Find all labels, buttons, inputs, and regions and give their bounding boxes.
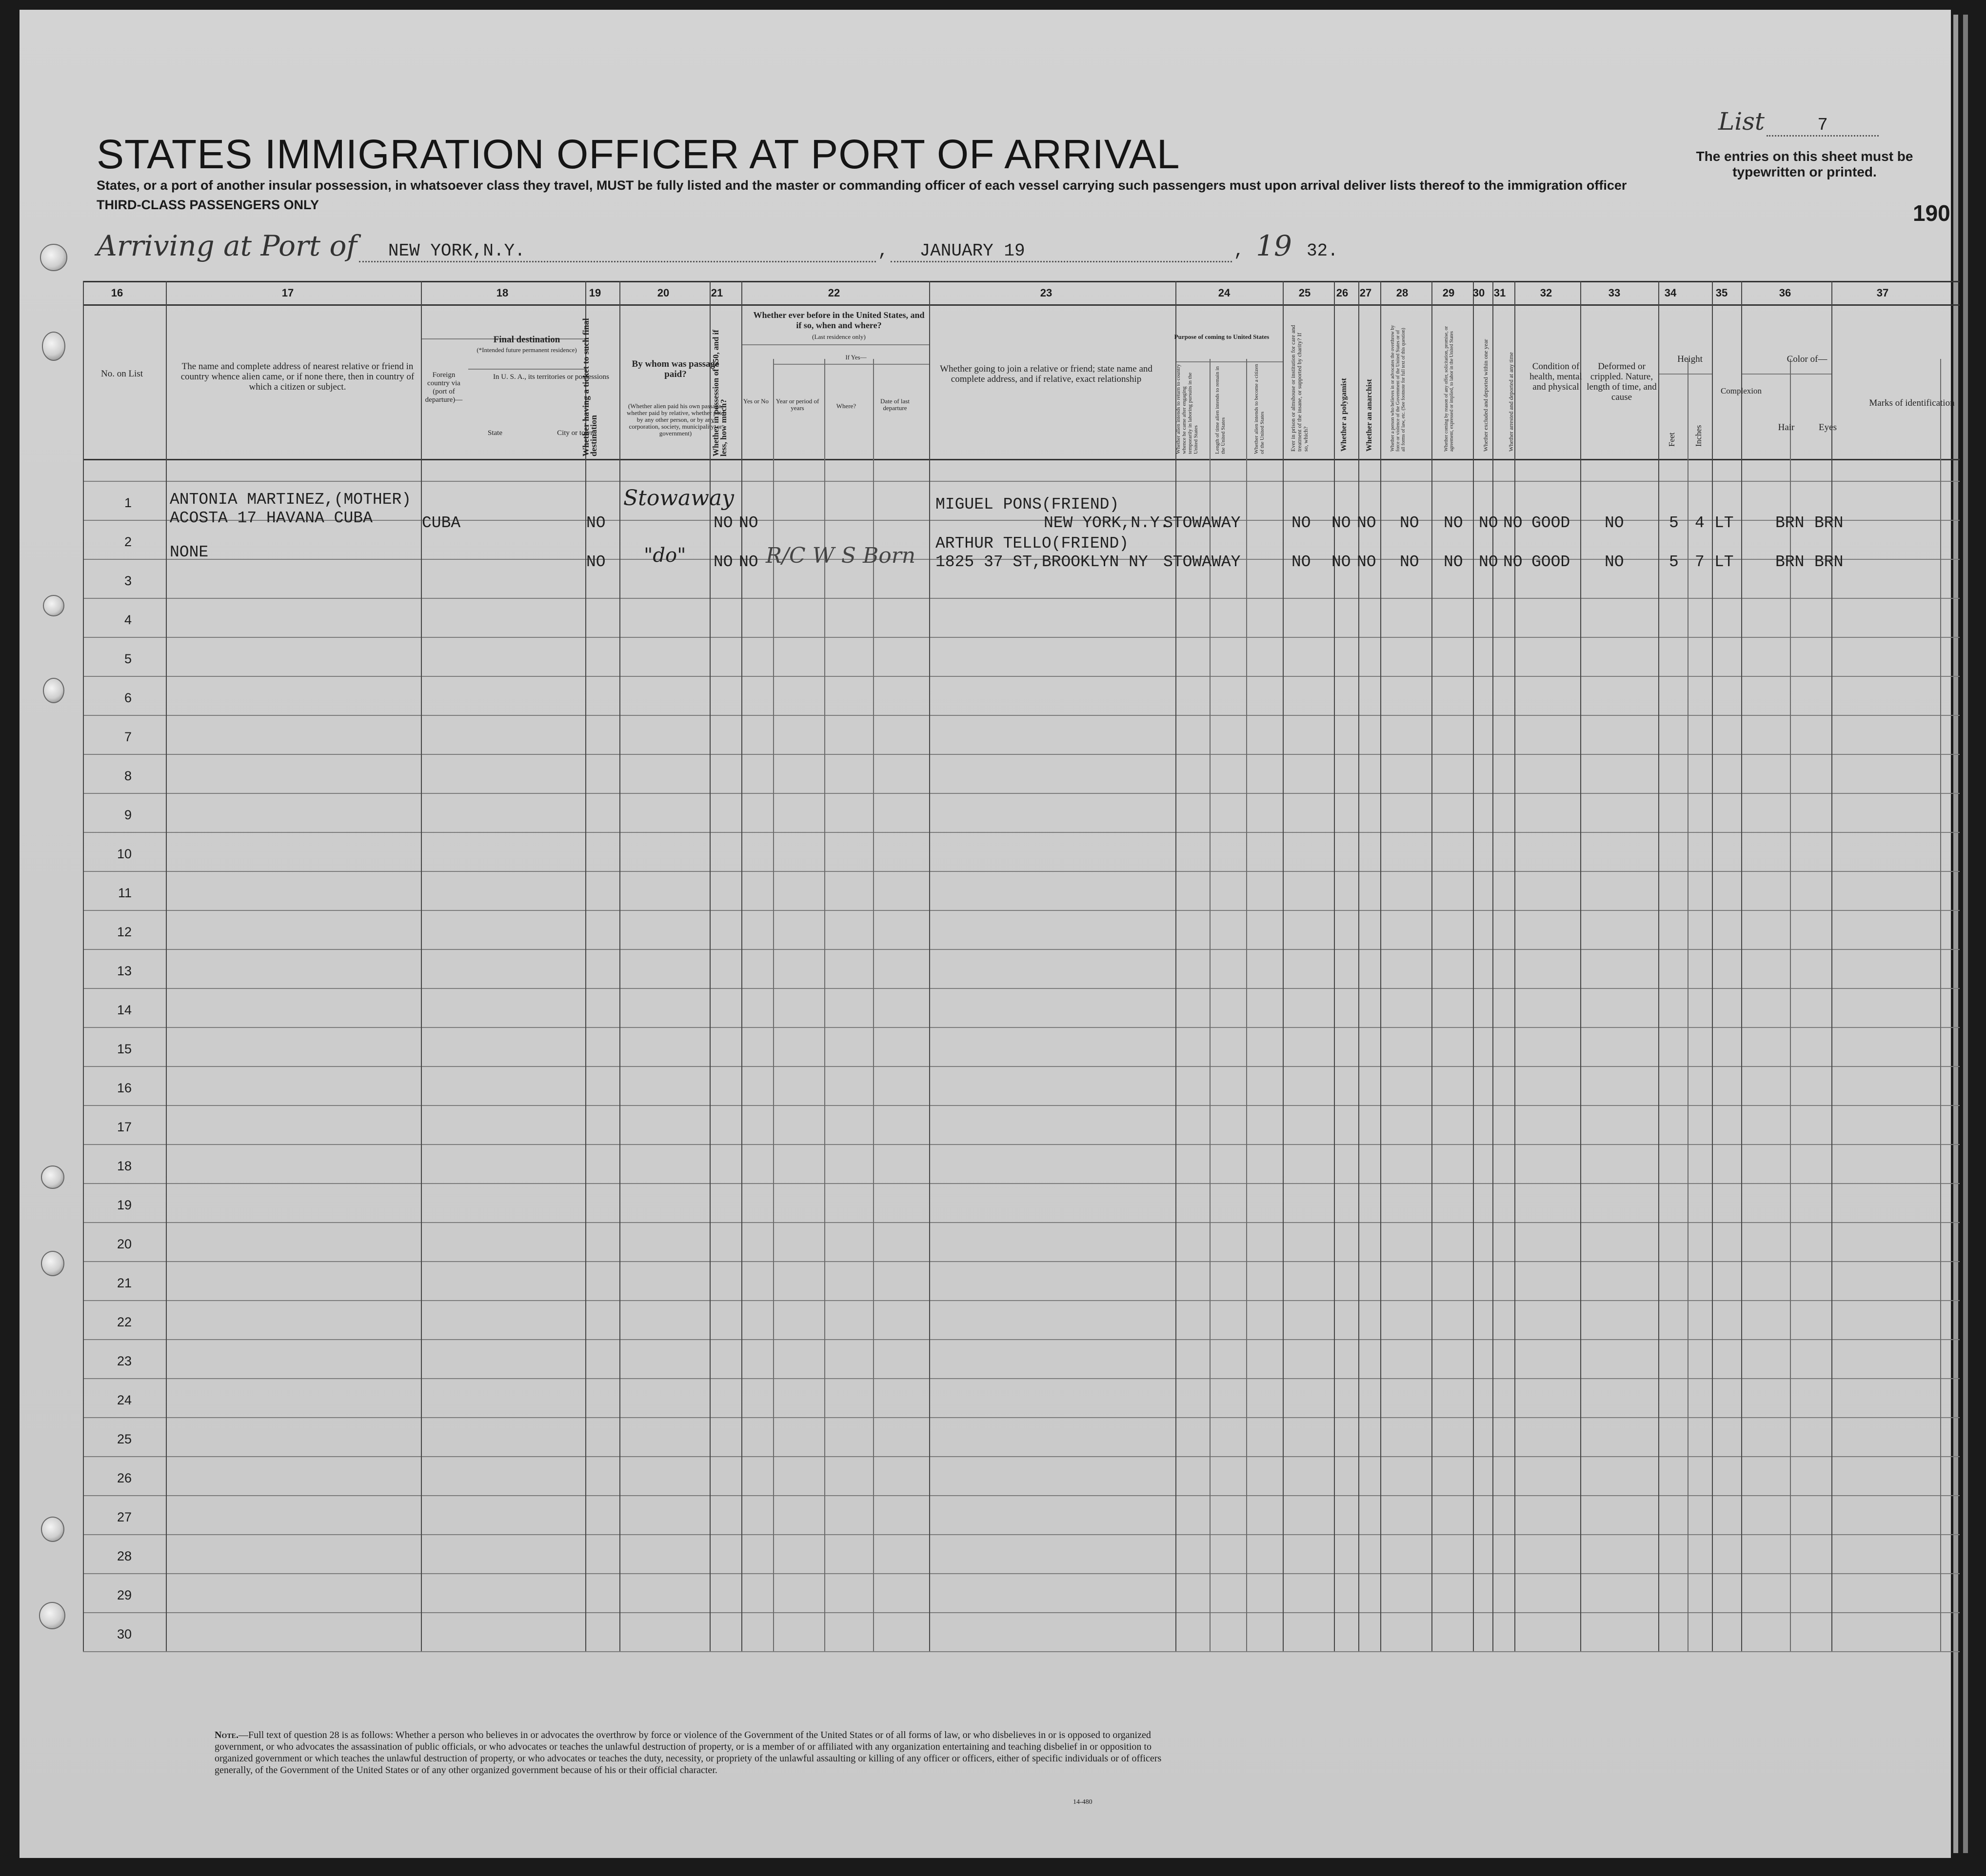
year-prefix: 19 (1256, 229, 1292, 262)
col22-where: Where? (836, 402, 856, 410)
col18-header: Final destination (493, 335, 560, 345)
column-number: 35 (1715, 287, 1728, 299)
row-rule (83, 1339, 1960, 1340)
row-number: 12 (117, 925, 132, 939)
col22-date: Date of last departure (880, 397, 910, 412)
list-label: List (1718, 107, 1765, 136)
column-rule (1658, 281, 1659, 1651)
col17-header: The name and complete address of nearest relative or friend in country whence alien came, or if none there, then in country of which a citizen or subject. (180, 361, 415, 392)
row-number: 28 (117, 1549, 132, 1563)
class-line: THIRD-CLASS PASSENGERS ONLY (97, 197, 319, 212)
row2-before-in-us: NO (739, 553, 758, 571)
column-rule (1431, 281, 1432, 1651)
column-number: 30 (1472, 287, 1485, 299)
col22-note: (Last residence only) (812, 333, 866, 340)
col24-b: Length of time alien intends to remain in the United States (1214, 366, 1226, 454)
stacked-page-edge (1963, 15, 1968, 1853)
column-rule (1473, 281, 1474, 1651)
row-number: 25 (117, 1432, 132, 1446)
row2-deformed: NO (1605, 553, 1624, 571)
column-number: 24 (1218, 287, 1231, 299)
column-rule (421, 281, 422, 1651)
row-number: 5 (124, 652, 132, 666)
row1-anarchist: NO (1357, 514, 1376, 532)
row-rule (83, 676, 1960, 677)
row-rule (83, 949, 1960, 950)
row1-deformed: NO (1605, 514, 1624, 532)
row-number: 15 (117, 1042, 132, 1056)
column-rule (166, 281, 167, 1651)
row2-excluded: NO (1479, 553, 1498, 571)
arrival-date: JANUARY 19 (891, 241, 1232, 262)
column-rule (929, 281, 930, 1651)
row-rule (83, 871, 1960, 872)
row-rule (83, 637, 1960, 638)
row-number: 18 (117, 1159, 132, 1173)
row1-ticket: NO (586, 514, 606, 532)
row-number: 17 (117, 1120, 132, 1134)
col21-header: Whether in possession of $50, and if less, how much? (711, 330, 728, 456)
row1-inches: 4 (1695, 514, 1705, 532)
row-number: 2 (124, 534, 132, 549)
column-rule (1175, 281, 1176, 1651)
subheader-rule (1741, 374, 1831, 375)
row-rule (83, 1495, 1960, 1496)
column-rule (619, 281, 620, 1651)
row2-join-address: 1825 37 ST,BROOKLYN NY (935, 553, 1148, 571)
col18-city: City or town (557, 429, 594, 437)
row2-deported: NO (1503, 553, 1523, 571)
col22-yesno: Yes or No (743, 397, 769, 405)
col33-header: Deformed or crippled. Nature, length of time, and cause (1587, 361, 1657, 402)
row1-q29: NO (1444, 514, 1463, 532)
row-rule (83, 1612, 1960, 1613)
column-number: 17 (281, 287, 294, 299)
column-number: 22 (828, 287, 840, 299)
column-number: 16 (111, 287, 123, 299)
subheader-rule (468, 369, 585, 370)
binder-hole (40, 244, 67, 271)
year-suffix: 32. (1306, 241, 1338, 261)
row2-money: NO (714, 553, 733, 571)
column-number: 21 (711, 287, 723, 299)
row-number: 8 (124, 769, 132, 783)
column-number: 23 (1040, 287, 1053, 299)
col20-note: (Whether alien paid his own passage, whether paid by relative, whether paid by any other person, or by any corporation, society, municipality, or government) (627, 402, 724, 437)
column-rule (741, 281, 742, 1651)
binder-hole (43, 678, 64, 703)
row2-q29: NO (1444, 553, 1463, 571)
col24-c: Whether alien intends to become a citizen of the United States (1253, 364, 1265, 454)
col19-header: Whether having a ticket to such final destination (581, 318, 598, 456)
footnote (215, 1729, 1190, 1776)
col34-header: Height (1677, 354, 1703, 364)
column-rule (585, 281, 586, 1651)
row2-purpose: STOWAWAY (1163, 553, 1241, 571)
row-number: 19 (117, 1198, 132, 1212)
column-rule (1831, 281, 1832, 1651)
row1-q28: NO (1400, 514, 1419, 532)
row-rule (83, 1105, 1960, 1106)
column-rule (1283, 281, 1284, 1651)
row-number: 7 (124, 730, 132, 744)
row-number: 23 (117, 1354, 132, 1368)
row-number: 3 (124, 573, 132, 588)
row2-ticket: NO (586, 553, 606, 571)
row-number: 14 (117, 1003, 132, 1017)
row2-polygamist: NO (1331, 553, 1351, 571)
column-rule (1514, 281, 1515, 1651)
col22-header: Whether ever before in the United States, and if so, when and where? (753, 310, 925, 330)
row-number: 11 (118, 886, 132, 900)
row-rule (83, 481, 1960, 482)
row-number: 24 (117, 1393, 132, 1407)
row1-before-in-us: NO (739, 514, 758, 532)
page-number: 190 (1913, 200, 1950, 226)
column-rule (1741, 281, 1742, 1651)
row2-health: GOOD (1531, 553, 1570, 571)
row2-passage-paid: "do" (644, 544, 686, 567)
row1-money: NO (714, 514, 733, 532)
row-rule (83, 1300, 1960, 1301)
row-number: 16 (117, 1081, 132, 1095)
column-number: 36 (1779, 287, 1791, 299)
col30-header: Whether excluded and deported within one year (1482, 339, 1489, 452)
row-rule (83, 793, 1960, 794)
row-rule (83, 910, 1960, 911)
column-number: 18 (496, 287, 509, 299)
row-rule (83, 1183, 1960, 1184)
row-number: 1 (124, 495, 132, 510)
manifest-table (83, 281, 1960, 1802)
row-rule (83, 1261, 1960, 1262)
row-rule (83, 1144, 1960, 1145)
col20-header: By whom was passage paid? (632, 359, 719, 379)
list-number: 7 (1767, 115, 1879, 137)
col34-feet: Feet (1667, 432, 1676, 447)
row2-relative-name: NONE (170, 543, 209, 561)
list-number-box (1718, 107, 1879, 137)
column-number: 25 (1298, 287, 1311, 299)
col18-state: State (488, 429, 502, 437)
row-number: 9 (124, 808, 132, 822)
row2-feet: 5 (1669, 553, 1679, 571)
row-rule (83, 1222, 1960, 1223)
row-rule (83, 1378, 1960, 1379)
row1-prison: NO (1291, 514, 1311, 532)
binder-hole (41, 1165, 64, 1189)
row-number: 6 (124, 691, 132, 705)
row2-eyes: BRN (1814, 553, 1844, 571)
row-number: 27 (117, 1510, 132, 1524)
column-number: 27 (1359, 287, 1372, 299)
row2-inches: 7 (1695, 553, 1705, 571)
col34-inches: Inches (1694, 425, 1703, 447)
col31-header: Whether arrested and deported at any time (1508, 352, 1514, 452)
row2-complexion: LT (1714, 553, 1734, 571)
row1-join-address: NEW YORK,N.Y. (1044, 514, 1170, 532)
col18-note: (*Intended future permanent residence) (477, 346, 577, 354)
col24-header: Purpose of coming to United States (1174, 333, 1270, 340)
manifest-sheet (20, 10, 1955, 1858)
binder-hole (41, 1251, 64, 1276)
row-rule (83, 832, 1960, 833)
column-number: 34 (1664, 287, 1677, 299)
row-rule (83, 1027, 1960, 1028)
row1-polygamist: NO (1331, 514, 1351, 532)
column-rule (1712, 281, 1713, 1651)
col22-years: Year or period of years (775, 397, 819, 412)
form-code: 14-480 (1073, 1798, 1092, 1806)
binder-hole (42, 332, 65, 361)
row-number: 22 (117, 1315, 132, 1329)
row1-excluded: NO (1479, 514, 1498, 532)
col23-header: Whether going to join a relative or friend; state name and complete address, and if relative, exact relationship (940, 364, 1152, 384)
column-rule (1580, 281, 1581, 1651)
column-number: 29 (1442, 287, 1455, 299)
row-rule (83, 598, 1960, 599)
row1-deported: NO (1503, 514, 1523, 532)
col36-header: Color of— (1787, 354, 1827, 364)
row-rule (83, 1573, 1960, 1574)
subheader-rule (1658, 374, 1712, 375)
binder-hole (39, 1602, 65, 1629)
row1-join-name: MIGUEL PONS(FRIEND) (935, 495, 1119, 513)
form-instructions: States, or a port of another insular possession, in whatsoever class they travel, MUST be fully listed and the master or commanding officer of each vessel carrying such passengers must upon arrival deliver lists thereof to the immigration officer (97, 178, 1627, 193)
col35-header: Complexion (1720, 386, 1762, 395)
row-number: 26 (117, 1471, 132, 1485)
row2-prison: NO (1291, 553, 1311, 571)
row-number: 13 (117, 964, 132, 978)
column-number: 37 (1876, 287, 1889, 299)
column-number: 28 (1396, 287, 1409, 299)
row-number: 21 (117, 1276, 132, 1290)
row1-purpose: STOWAWAY (1163, 514, 1241, 532)
subheader-rule (773, 364, 929, 365)
row1-complexion: LT (1714, 514, 1734, 532)
col32-header: Condition of health, mental and physical (1529, 361, 1582, 392)
arrival-line: Arriving at Port of NEW YORK,N.Y. , JANUARY 19 , 19 32. (97, 229, 1338, 262)
row-rule (83, 1534, 1960, 1535)
col22-ifyes: If Yes— (845, 354, 867, 361)
col26-header: Whether a polygamist (1340, 378, 1348, 452)
row2-anarchist: NO (1357, 553, 1376, 571)
row2-q28: NO (1400, 553, 1419, 571)
column-rule (1492, 281, 1493, 1651)
col36-eyes: Eyes (1819, 422, 1837, 433)
column-number: 26 (1336, 287, 1349, 299)
row-number: 29 (117, 1588, 132, 1602)
footnote-text: —Full text of question 28 is as follows: Whether a person who believes in or advocates the overthrow by force or violence of the Government of the United States or of all forms of law, or who disbelieves in or is opposed to organized government, or who advocates the assassination of public officials, or who advocates or teaches the unlawful destruction of property, or is a member of or affiliated with any organization entertaining and teaching disbelief in or opposition to organized government or which teaches the unlawful destruction of property, or who advocates or teaches the duty, necessity, or propriety of the unlawful assaulting or killing of any officer or officers, either of specific individuals or of officers generally, of the Government of the United States or of any other organized government because of his or their official character. (215, 1730, 1162, 1776)
column-number: 20 (657, 287, 670, 299)
port-of-arrival: NEW YORK,N.Y. (359, 241, 876, 262)
row-rule (83, 754, 1960, 755)
column-number: 32 (1540, 287, 1552, 299)
row1-passage-paid: Stowaway (623, 486, 734, 511)
row2-hair: BRN (1775, 553, 1805, 571)
row-number: 10 (117, 847, 132, 861)
subheader-rule (741, 344, 929, 345)
row-rule (83, 988, 1960, 989)
row-number: 20 (117, 1237, 132, 1251)
row1-feet: 5 (1669, 514, 1679, 532)
column-number: 33 (1608, 287, 1621, 299)
row1-relative-name: ANTONIA MARTINEZ,(MOTHER) (170, 491, 412, 509)
col24-a: Whether alien intends to return to country whence he came after engaging temporarily in laboring pursuits in the United States (1175, 364, 1199, 454)
col36-hair: Hair (1778, 422, 1795, 433)
row-rule (83, 1456, 1960, 1457)
column-rule (1940, 359, 1941, 1651)
row-number: 4 (124, 612, 132, 627)
column-number: 31 (1493, 287, 1506, 299)
col16-header: No. on List (100, 369, 143, 379)
arriving-label: Arriving at Port of (97, 229, 357, 262)
row-rule (83, 1651, 1960, 1652)
row-rule (83, 1417, 1960, 1418)
column-rule (1358, 281, 1359, 1651)
row1-foreign-country: CUBA (422, 514, 461, 532)
binder-hole (43, 595, 64, 616)
row1-health: GOOD (1531, 514, 1570, 532)
column-rule (1334, 281, 1335, 1651)
column-number: 19 (589, 287, 601, 299)
footnote-label: Note. (215, 1730, 239, 1740)
col18-usa: In U. S. A., its territories or possessions (493, 373, 609, 381)
row2-join-name: ARTHUR TELLO(FRIEND) (935, 534, 1129, 553)
col28-header: Whether a person who believes in or advocates the overthrow by force or violence of the Government of the United States or of all forms of law, etc. (See footnote for full text of this question) (1390, 325, 1406, 452)
row2-annotation: R/C W S Born (766, 543, 916, 568)
row-number: 30 (117, 1627, 132, 1641)
col29-header: Whether coming by reason of any offer, solicitation, promise, or agreement, expressed or implied, to labor in the United States (1444, 326, 1454, 452)
row1-eyes: BRN (1814, 514, 1844, 532)
form-title: STATES IMMIGRATION OFFICER AT PORT OF ARRIVAL (97, 131, 1180, 177)
column-rule (1380, 281, 1381, 1651)
row1-hair: BRN (1775, 514, 1805, 532)
col25-header: Ever in prison or almshouse or institution for care and treatment of the insane, or supported by charity? If so, which? (1290, 325, 1309, 452)
typewritten-note: The entries on this sheet must be typewritten or printed. (1696, 149, 1913, 179)
row-rule (83, 715, 1960, 716)
col18-foreign: Foreign country via (port of departure)— (425, 371, 463, 404)
col27-header: Whether an anarchist (1365, 379, 1373, 452)
column-rule (1246, 359, 1247, 1651)
row-rule (83, 1066, 1960, 1067)
binder-hole (41, 1517, 64, 1542)
row1-relative-address: ACOSTA 17 HAVANA CUBA (170, 509, 373, 527)
col37-header: Marks of identification (1869, 398, 1955, 408)
